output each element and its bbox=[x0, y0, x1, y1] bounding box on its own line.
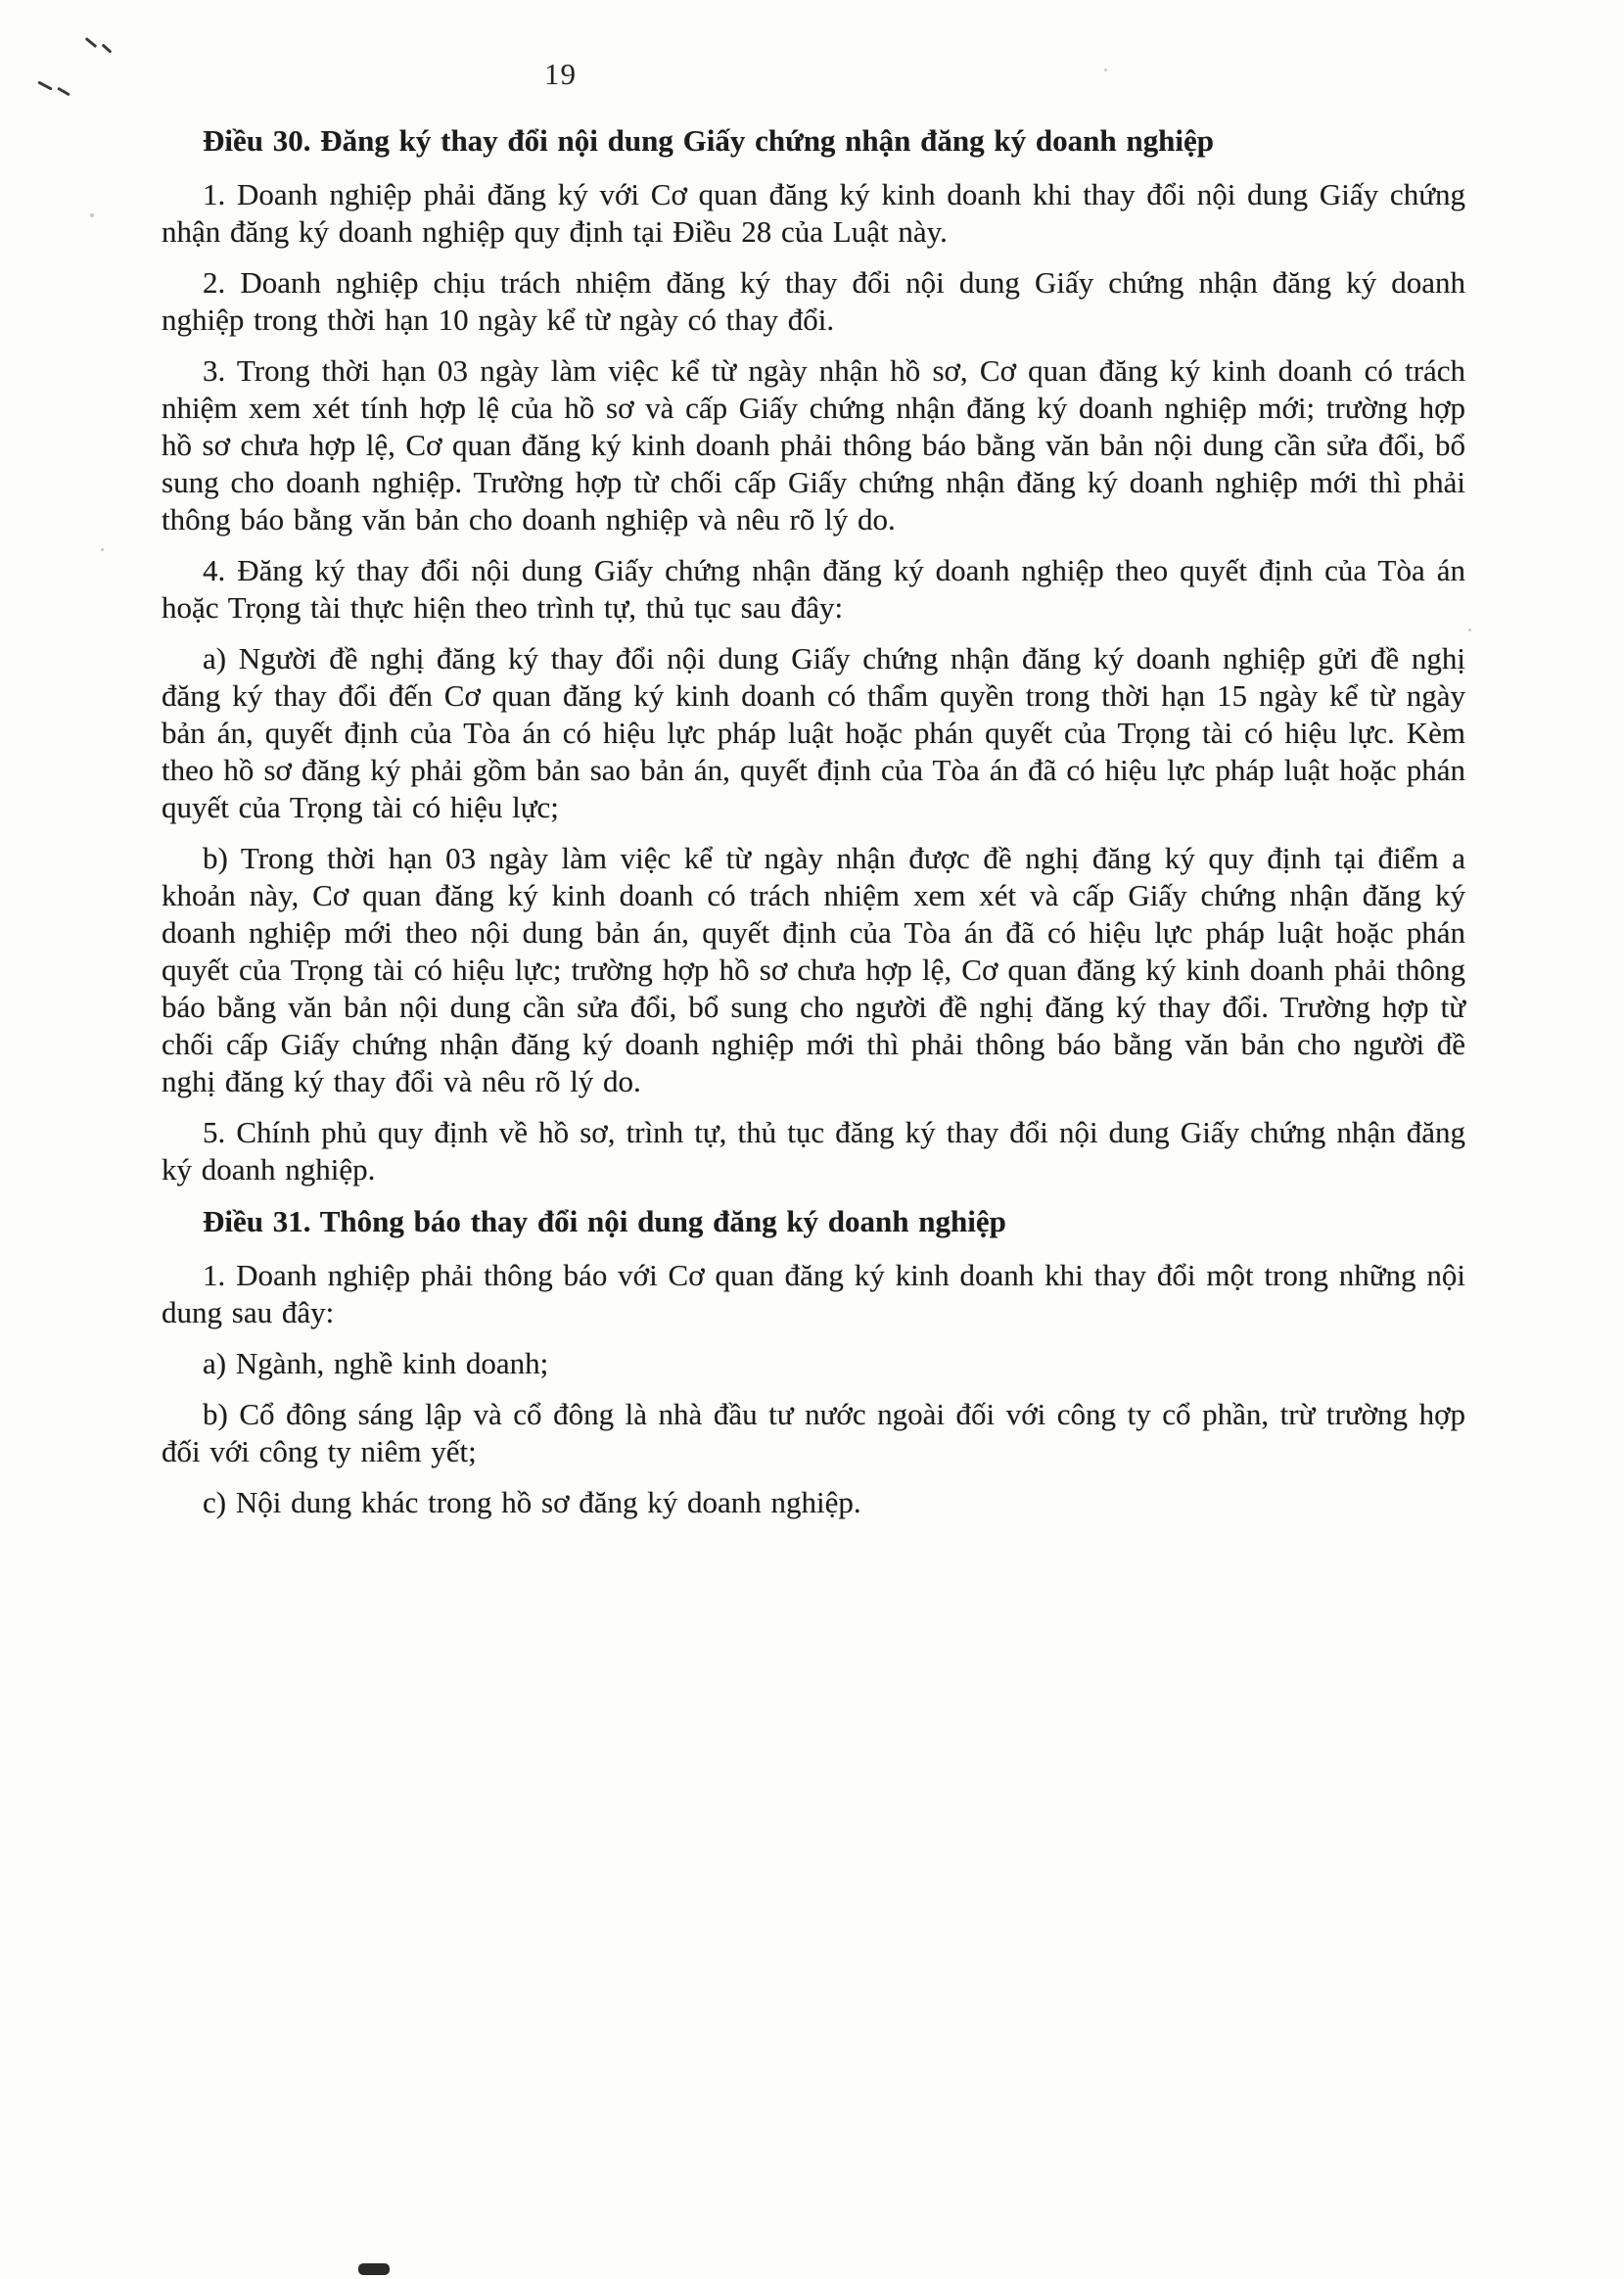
scan-speck bbox=[1104, 69, 1107, 71]
article-30-heading: Điều 30. Đăng ký thay đổi nội dung Giấy chứng nhận đăng ký doanh nghiệp bbox=[203, 123, 1214, 158]
scan-speck bbox=[90, 213, 94, 217]
pen-tick-mark bbox=[37, 80, 53, 90]
article-30-clause-4a: a) Người đề nghị đăng ký thay đổi nội dung Giấy chứng nhận đăng ký doanh nghiệp gửi đề nghị đăng ký thay đổi đến Cơ quan đăng ký kinh doanh có thẩm quyền trong thời hạn 15 ngày kể từ ngày bản án, quyết định của Tòa án có hiệu lực pháp luật hoặc phán quyết của Trọng tài có hiệu lực. Kèm theo hồ sơ đăng ký phải gồm bản sao bản án, quyết định của Tòa án đã có hiệu lực pháp luật hoặc phán quyết của Trọng tài có hiệu lực; bbox=[162, 641, 1465, 824]
article-30-clause-3: 3. Trong thời hạn 03 ngày làm việc kể từ ngày nhận hồ sơ, Cơ quan đăng ký kinh doanh có trách nhiệm xem xét tính hợp lệ của hồ sơ và cấp Giấy chứng nhận đăng ký doanh nghiệp mới; trường hợp hồ sơ chưa hợp lệ, Cơ quan đăng ký kinh doanh phải thông báo bằng văn bản nội dung cần sửa đổi, bổ sung cho doanh nghiệp. Trường hợp từ chối cấp Giấy chứng nhận đăng ký doanh nghiệp mới thì phải thông báo bằng văn bản cho doanh nghiệp và nêu rõ lý do. bbox=[162, 353, 1465, 536]
article-31-clause-1b: b) Cổ đông sáng lập và cổ đông là nhà đầu tư nước ngoài đối với công ty cổ phần, trừ trường hợp đối với công ty niêm yết; bbox=[162, 1397, 1465, 1468]
pen-tick-mark bbox=[102, 43, 113, 53]
scan-speck bbox=[1468, 628, 1471, 631]
scan-speck bbox=[101, 548, 104, 551]
article-30-clause-4: 4. Đăng ký thay đổi nội dung Giấy chứng nhận đăng ký doanh nghiệp theo quyết định của Tòa án hoặc Trọng tài thực hiện theo trình tự, thủ tục sau đây: bbox=[162, 553, 1465, 625]
article-30-clause-1: 1. Doanh nghiệp phải đăng ký với Cơ quan đăng ký kinh doanh khi thay đổi nội dung Giấy chứng nhận đăng ký doanh nghiệp quy định tại Điều 28 của Luật này. bbox=[162, 177, 1465, 249]
article-31-clause-1: 1. Doanh nghiệp phải thông báo với Cơ quan đăng ký kinh doanh khi thay đổi một trong những nội dung sau đây: bbox=[162, 1258, 1465, 1329]
pen-tick-mark bbox=[57, 87, 70, 97]
article-31-heading: Điều 31. Thông báo thay đổi nội dung đăng ký doanh nghiệp bbox=[203, 1204, 1006, 1238]
article-31-clause-1c: c) Nội dung khác trong hồ sơ đăng ký doanh nghiệp. bbox=[203, 1485, 861, 1519]
pen-tick-mark bbox=[85, 37, 98, 48]
article-30-clause-5: 5. Chính phủ quy định về hồ sơ, trình tự, thủ tục đăng ký thay đổi nội dung Giấy chứng nhận đăng ký doanh nghiệp. bbox=[162, 1115, 1465, 1186]
document-content bbox=[162, 119, 1465, 1535]
article-31-clause-1a: a) Ngành, nghề kinh doanh; bbox=[203, 1346, 549, 1380]
scan-smudge bbox=[358, 2263, 390, 2275]
page-number: 19 bbox=[544, 57, 577, 91]
article-30-clause-2: 2. Doanh nghiệp chịu trách nhiệm đăng ký thay đổi nội dung Giấy chứng nhận đăng ký doanh nghiệp trong thời hạn 10 ngày kể từ ngày có thay đổi. bbox=[162, 265, 1465, 337]
article-30-clause-4b: b) Trong thời hạn 03 ngày làm việc kể từ ngày nhận được đề nghị đăng ký quy định tại điểm a khoản này, Cơ quan đăng ký kinh doanh có trách nhiệm xem xét và cấp Giấy chứng nhận đăng ký doanh nghiệp mới theo nội dung bản án, quyết định của Tòa án đã có hiệu lực pháp luật hoặc phán quyết của Trọng tài có hiệu lực; trường hợp hồ sơ chưa hợp lệ, Cơ quan đăng ký kinh doanh phải thông báo bằng văn bản nội dung cần sửa đổi, bổ sung cho người đề nghị đăng ký thay đổi. Trường hợp từ chối cấp Giấy chứng nhận đăng ký doanh nghiệp mới thì phải thông báo bằng văn bản cho người đề nghị đăng ký thay đổi và nêu rõ lý do. bbox=[162, 841, 1465, 1098]
